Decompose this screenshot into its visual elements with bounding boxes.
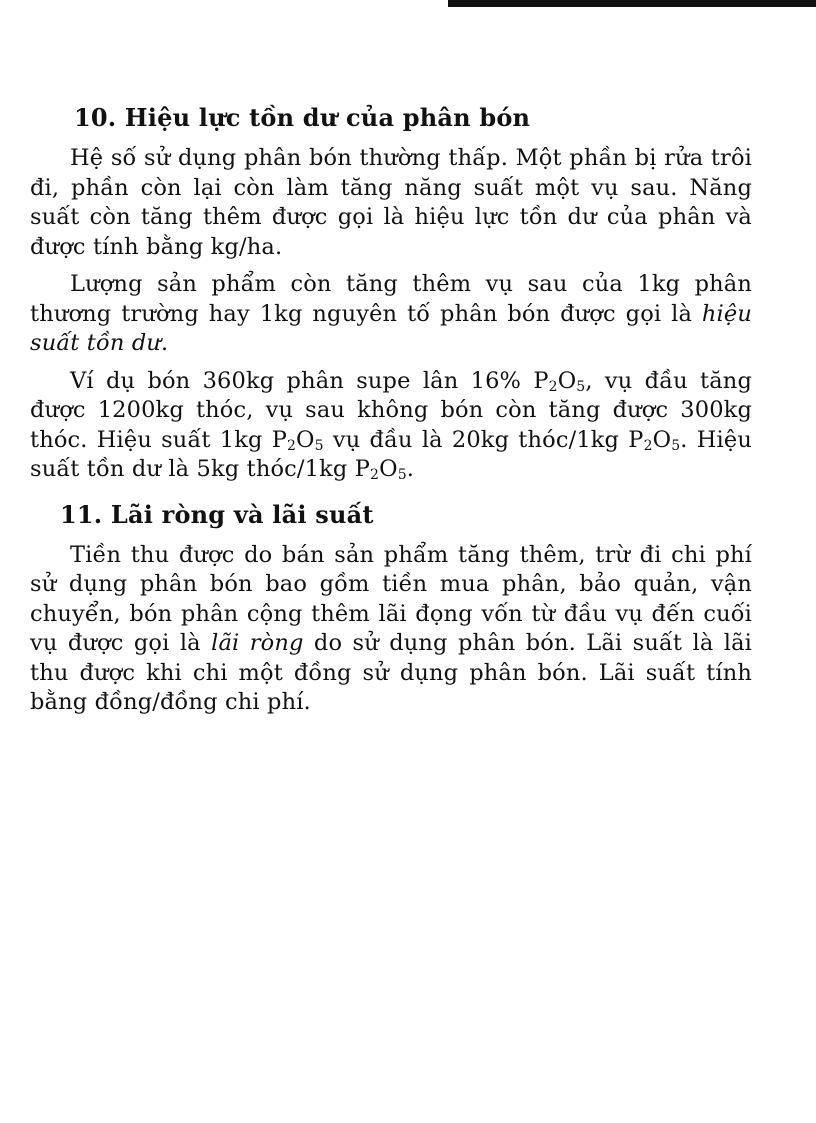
section-10-paragraph-1: Hệ số sử dụng phân bón thường thấp. Một phần bị rửa trôi đi, phần còn lại còn làm tăng năng suất một vụ sau. Năng suất còn tăng thêm được gọi là hiệu lực tồn dư của phân và được tính bằng kg/ha.: [30, 145, 752, 260]
sub-2: 2: [548, 378, 558, 395]
oxygen-o: O: [652, 426, 672, 453]
section-11-paragraph: [30, 541, 752, 718]
sub-2: 2: [643, 437, 653, 454]
paragraph-2-end: .: [161, 330, 169, 356]
paragraph-2-text: Lượng sản phẩm còn tăng thêm vụ sau của 1kg phân thương trường hay 1kg nguyên tố phân bón được gọi là: [30, 271, 752, 327]
sub-5: 5: [397, 467, 407, 483]
section-10-paragraph-2: [30, 270, 752, 359]
oxygen-o: O: [557, 367, 577, 394]
p3-part-3: vụ đầu là 20kg thóc/1kg P: [323, 426, 644, 453]
sub-5: 5: [576, 378, 586, 395]
oxygen-o: O: [296, 426, 315, 453]
document-page: [30, 96, 752, 726]
term-lai-rong: lãi ròng: [211, 630, 304, 656]
section-11-heading: 11. Lãi ròng và lãi suất: [60, 499, 374, 529]
sub-5: 5: [314, 437, 324, 454]
section-10-paragraph-3: [30, 367, 752, 485]
sub-5: 5: [671, 437, 681, 454]
p3-part-1: Ví dụ bón 360kg phân supe lân 16% P: [70, 367, 549, 394]
section-10-heading: 10. Hiệu lực tồn dư của phân bón: [74, 103, 531, 132]
section-11-text: Tiền thu được do bán sản phẩm tăng thêm, trừ đi chi phí sử dụng phân bón bao gồm tiền mua phân, bảo quản, vận chuyển, bón phân cộng thêm lãi đọng vốn từ đầu vụ đến cuối vụ được gọi là: [30, 541, 752, 656]
sub-2: 2: [370, 467, 380, 483]
section-11-end: do sử dụng phân bón. Lãi suất là lãi thu được khi chi một đồng sử dụng phân bón. Lãi suất tính bằng đồng/đồng chi phí.: [30, 630, 753, 715]
p3-part-4: . Hiệu suất tồn dư là 5kg thóc/1kg P: [30, 426, 752, 482]
sub-2: 2: [286, 437, 297, 454]
term-hieu-suat-ton-du: hiệu suất tồn dư: [30, 300, 752, 356]
p3-part-2: , vụ đầu tăng được 1200kg thóc, vụ sau không bón còn tăng được 300kg thóc. Hiệu suất 1kg P: [30, 367, 752, 453]
top-rule: [448, 0, 816, 7]
p3-part-5: .: [406, 456, 415, 482]
oxygen-o: O: [379, 456, 398, 482]
